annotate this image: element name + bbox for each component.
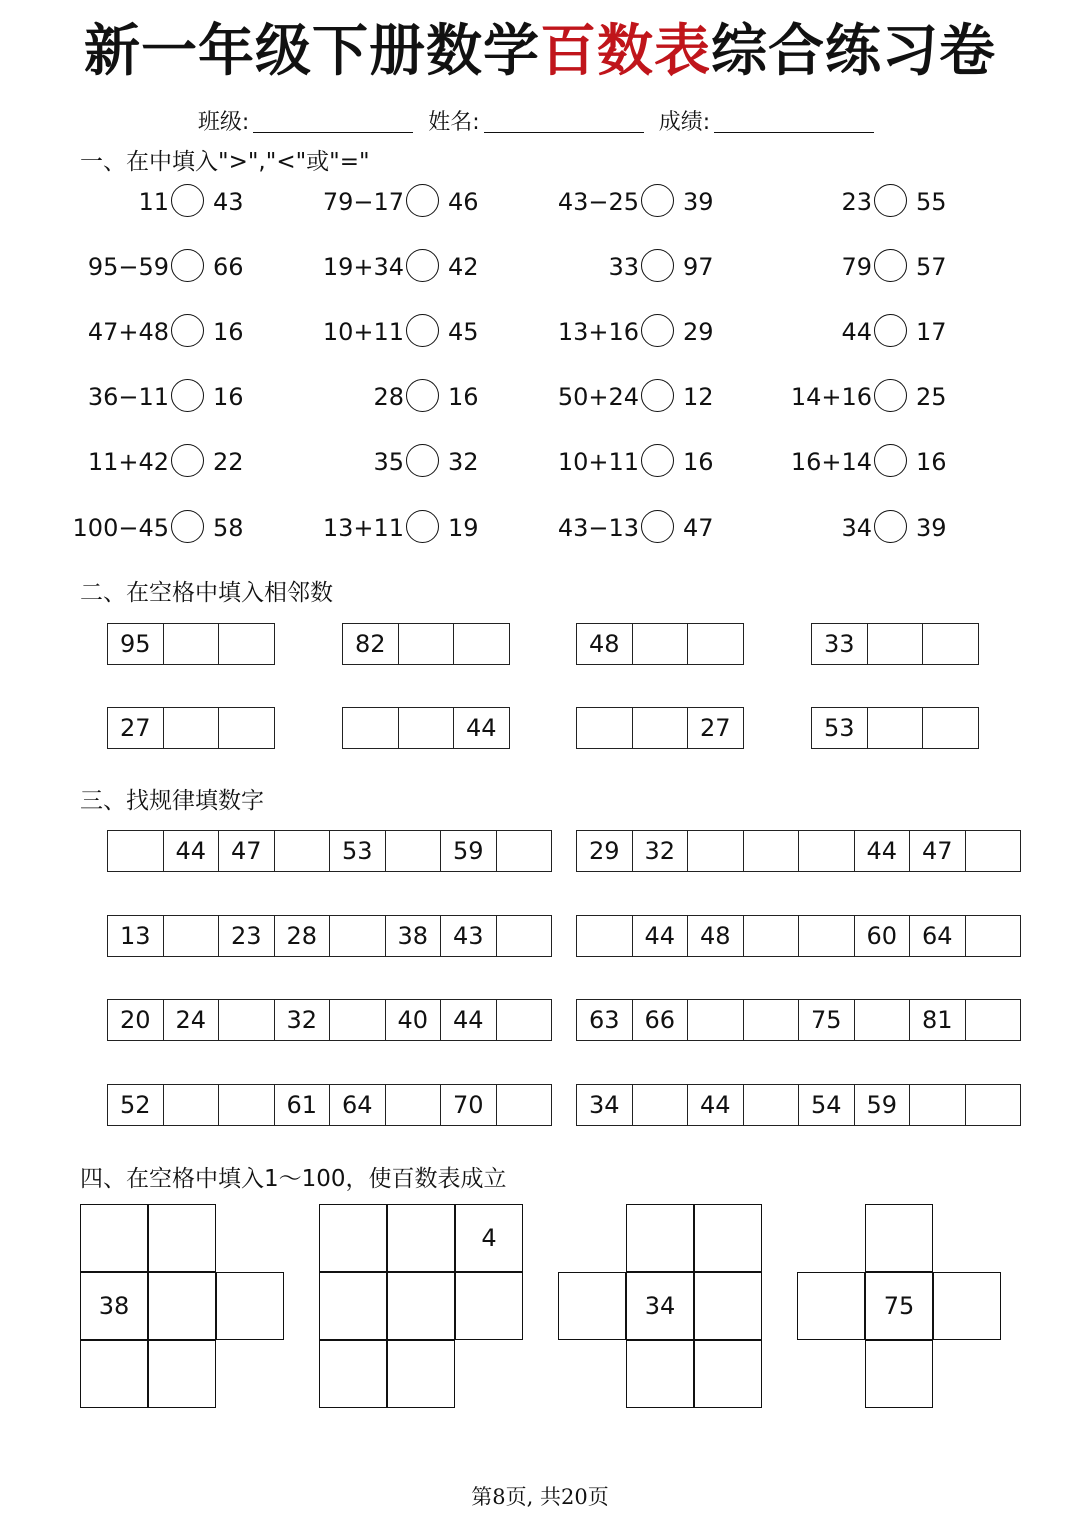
pattern-box[interactable] — [577, 916, 633, 957]
answer-circle[interactable] — [171, 444, 204, 477]
compare-right-value: 47 — [683, 514, 714, 542]
compare-right-value: 22 — [213, 448, 244, 476]
pattern-box[interactable] — [744, 1000, 800, 1041]
chart-cell[interactable] — [455, 1272, 523, 1340]
pattern-box[interactable]: 52 — [108, 1085, 164, 1126]
compare-right-value: 58 — [213, 514, 244, 542]
pattern-box[interactable] — [966, 1000, 1022, 1041]
answer-circle[interactable] — [874, 379, 907, 412]
title-text-end: 综合练习卷 — [711, 19, 996, 84]
chart-cell[interactable] — [80, 1340, 148, 1408]
compare-left-expression: 35 — [373, 448, 404, 476]
pattern-box[interactable] — [219, 1000, 275, 1041]
compare-left-expression: 43−13 — [557, 514, 639, 542]
compare-right-value: 55 — [916, 188, 947, 216]
pattern-box[interactable] — [799, 916, 855, 957]
number-box[interactable] — [164, 708, 220, 749]
number-box[interactable] — [688, 624, 744, 665]
pattern-box[interactable]: 59 — [441, 831, 497, 872]
chart-cell[interactable] — [387, 1272, 455, 1340]
answer-circle[interactable] — [874, 314, 907, 347]
compare-left-expression: 50+24 — [557, 383, 639, 411]
answer-circle[interactable] — [406, 379, 439, 412]
pattern-box[interactable]: 47 — [910, 831, 966, 872]
chart-cell[interactable] — [319, 1272, 387, 1340]
compare-right-value: 32 — [448, 448, 479, 476]
answer-circle[interactable] — [406, 314, 439, 347]
title-text: 新一年级下册数学 — [84, 19, 540, 84]
pattern-box[interactable]: 20 — [108, 1000, 164, 1041]
pattern-box[interactable]: 54 — [799, 1085, 855, 1126]
number-box[interactable] — [164, 624, 220, 665]
answer-circle[interactable] — [874, 249, 907, 282]
number-box[interactable] — [868, 708, 924, 749]
pattern-box[interactable] — [855, 1000, 911, 1041]
compare-right-value: 66 — [213, 253, 244, 281]
compare-right-value: 29 — [683, 318, 714, 346]
pattern-box[interactable]: 29 — [577, 831, 633, 872]
answer-circle[interactable] — [406, 249, 439, 282]
section1-heading: 一、在中填入">","<"或"=" — [80, 149, 370, 175]
chart-cell[interactable]: 4 — [455, 1204, 523, 1272]
pattern-box[interactable]: 32 — [275, 1000, 331, 1041]
pattern-box[interactable]: 44 — [164, 831, 220, 872]
compare-right-value: 16 — [213, 318, 244, 346]
page-footer: 第8页, 共20页 — [471, 1485, 609, 1509]
chart-cell[interactable] — [319, 1340, 387, 1408]
number-box[interactable]: 44 — [454, 708, 510, 749]
pattern-box[interactable] — [497, 831, 553, 872]
compare-right-value: 46 — [448, 188, 479, 216]
section3-heading: 三、找规律填数字 — [80, 788, 264, 814]
pattern-box[interactable] — [497, 916, 553, 957]
number-box[interactable] — [633, 624, 689, 665]
class-blank[interactable] — [253, 108, 413, 133]
pattern-box[interactable] — [910, 1085, 966, 1126]
number-box[interactable]: 27 — [688, 708, 744, 749]
chart-cell[interactable] — [865, 1340, 933, 1408]
compare-right-value: 16 — [213, 383, 244, 411]
worksheet-title — [0, 14, 1080, 90]
compare-right-value: 42 — [448, 253, 479, 281]
pattern-box[interactable] — [966, 1085, 1022, 1126]
pattern-box[interactable] — [966, 831, 1022, 872]
number-box[interactable]: 48 — [577, 624, 633, 665]
pattern-box[interactable] — [497, 1085, 553, 1126]
pattern-box[interactable]: 64 — [330, 1085, 386, 1126]
answer-circle[interactable] — [641, 249, 674, 282]
neighbor-box-group — [107, 707, 275, 749]
pattern-row — [576, 915, 1021, 957]
compare-right-value: 45 — [448, 318, 479, 346]
answer-circle[interactable] — [641, 184, 674, 217]
pattern-box[interactable] — [497, 1000, 553, 1041]
compare-right-value: 57 — [916, 253, 947, 281]
compare-right-value: 16 — [683, 448, 714, 476]
pattern-row — [576, 1084, 1021, 1126]
pattern-box[interactable]: 40 — [386, 1000, 442, 1041]
pattern-box[interactable] — [688, 1000, 744, 1041]
pattern-box[interactable] — [386, 1085, 442, 1126]
compare-left-expression: 14+16 — [790, 383, 872, 411]
answer-circle[interactable] — [406, 184, 439, 217]
compare-right-value: 97 — [683, 253, 714, 281]
neighbor-box-group — [576, 623, 744, 665]
chart-cell[interactable] — [626, 1204, 694, 1272]
compare-left-expression: 79−17 — [322, 188, 404, 216]
compare-left-expression: 10+11 — [557, 448, 639, 476]
answer-circle[interactable] — [641, 314, 674, 347]
pattern-box[interactable]: 59 — [855, 1085, 911, 1126]
compare-right-value: 17 — [916, 318, 947, 346]
chart-cell[interactable] — [148, 1272, 216, 1340]
pattern-box[interactable]: 81 — [910, 1000, 966, 1041]
chart-cell[interactable] — [797, 1272, 865, 1340]
number-box[interactable] — [923, 708, 979, 749]
pattern-box[interactable]: 38 — [386, 916, 442, 957]
pattern-box[interactable]: 13 — [108, 916, 164, 957]
answer-circle[interactable] — [641, 444, 674, 477]
answer-circle[interactable] — [641, 510, 674, 543]
chart-cell[interactable] — [558, 1272, 626, 1340]
student-info-line — [0, 106, 1080, 140]
number-box[interactable]: 53 — [812, 708, 868, 749]
pattern-box[interactable]: 47 — [219, 831, 275, 872]
answer-circle[interactable] — [171, 314, 204, 347]
neighbor-box-group — [811, 707, 979, 749]
chart-cell[interactable] — [80, 1204, 148, 1272]
number-box[interactable] — [399, 708, 455, 749]
pattern-box[interactable]: 61 — [275, 1085, 331, 1126]
neighbor-box-group — [342, 623, 510, 665]
number-box[interactable] — [577, 708, 633, 749]
compare-left-expression: 13+11 — [322, 514, 404, 542]
pattern-box[interactable] — [219, 1085, 275, 1126]
number-box[interactable] — [399, 624, 455, 665]
pattern-box[interactable]: 66 — [633, 1000, 689, 1041]
pattern-box[interactable]: 48 — [688, 916, 744, 957]
number-box[interactable] — [219, 708, 275, 749]
pattern-box[interactable] — [744, 916, 800, 957]
compare-left-expression: 13+16 — [557, 318, 639, 346]
answer-circle[interactable] — [171, 184, 204, 217]
compare-left-expression: 95−59 — [87, 253, 169, 281]
score-blank[interactable] — [714, 108, 874, 133]
section2-heading: 二、在空格中填入相邻数 — [80, 580, 333, 606]
answer-circle[interactable] — [171, 379, 204, 412]
chart-cell[interactable] — [387, 1340, 455, 1408]
pattern-box[interactable] — [386, 831, 442, 872]
pattern-box[interactable]: 32 — [633, 831, 689, 872]
number-box[interactable] — [923, 624, 979, 665]
compare-right-value: 39 — [683, 188, 714, 216]
compare-left-expression: 34 — [841, 514, 872, 542]
pattern-box[interactable] — [164, 1085, 220, 1126]
pattern-box[interactable] — [330, 1000, 386, 1041]
pattern-box[interactable] — [744, 1085, 800, 1126]
compare-left-expression: 28 — [373, 383, 404, 411]
number-box[interactable] — [343, 708, 399, 749]
compare-right-value: 16 — [448, 383, 479, 411]
pattern-box[interactable] — [330, 916, 386, 957]
compare-left-expression: 23 — [841, 188, 872, 216]
compare-right-value: 25 — [916, 383, 947, 411]
compare-right-value: 16 — [916, 448, 947, 476]
compare-right-value: 12 — [683, 383, 714, 411]
compare-right-value: 43 — [213, 188, 244, 216]
title-highlight: 百数表 — [540, 19, 711, 84]
neighbor-box-group — [342, 707, 510, 749]
chart-cell[interactable]: 38 — [80, 1272, 148, 1340]
answer-circle[interactable] — [641, 379, 674, 412]
compare-right-value: 19 — [448, 514, 479, 542]
answer-circle[interactable] — [406, 444, 439, 477]
pattern-box[interactable] — [164, 916, 220, 957]
pattern-box[interactable]: 44 — [855, 831, 911, 872]
chart-cell[interactable]: 34 — [626, 1272, 694, 1340]
pattern-box[interactable] — [744, 831, 800, 872]
pattern-row — [107, 830, 552, 872]
pattern-box[interactable]: 64 — [910, 916, 966, 957]
pattern-row — [576, 999, 1021, 1041]
chart-cell[interactable] — [387, 1204, 455, 1272]
pattern-box[interactable]: 44 — [441, 1000, 497, 1041]
pattern-box[interactable] — [688, 831, 744, 872]
chart-cell[interactable] — [865, 1204, 933, 1272]
pattern-box[interactable]: 75 — [799, 1000, 855, 1041]
compare-left-expression: 16+14 — [790, 448, 872, 476]
pattern-row — [576, 830, 1021, 872]
pattern-box[interactable] — [108, 831, 164, 872]
pattern-box[interactable] — [633, 1085, 689, 1126]
compare-left-expression: 47+48 — [87, 318, 169, 346]
compare-left-expression: 79 — [841, 253, 872, 281]
pattern-box[interactable] — [799, 831, 855, 872]
pattern-box[interactable] — [275, 831, 331, 872]
pattern-row — [107, 1084, 552, 1126]
chart-cell[interactable] — [694, 1272, 762, 1340]
chart-cell[interactable] — [626, 1340, 694, 1408]
compare-right-value: 39 — [916, 514, 947, 542]
answer-circle[interactable] — [171, 249, 204, 282]
number-box[interactable]: 27 — [108, 708, 164, 749]
compare-left-expression: 11 — [138, 188, 169, 216]
number-box[interactable] — [454, 624, 510, 665]
chart-cell[interactable] — [319, 1204, 387, 1272]
pattern-box[interactable]: 63 — [577, 1000, 633, 1041]
answer-circle[interactable] — [406, 510, 439, 543]
chart-cell[interactable] — [694, 1340, 762, 1408]
score-label: 成绩: — [658, 110, 711, 135]
compare-left-expression: 19+34 — [322, 253, 404, 281]
number-box[interactable] — [219, 624, 275, 665]
compare-left-expression: 10+11 — [322, 318, 404, 346]
pattern-box[interactable]: 44 — [688, 1085, 744, 1126]
compare-left-expression: 36−11 — [87, 383, 169, 411]
chart-cell[interactable] — [148, 1340, 216, 1408]
pattern-box[interactable]: 23 — [219, 916, 275, 957]
compare-left-expression: 11+42 — [87, 448, 169, 476]
pattern-box[interactable]: 53 — [330, 831, 386, 872]
pattern-box[interactable] — [966, 916, 1022, 957]
chart-cell[interactable]: 75 — [865, 1272, 933, 1340]
neighbor-box-group — [811, 623, 979, 665]
pattern-box[interactable]: 24 — [164, 1000, 220, 1041]
number-box[interactable] — [868, 624, 924, 665]
answer-circle[interactable] — [874, 510, 907, 543]
neighbor-box-group — [576, 707, 744, 749]
pattern-box[interactable]: 43 — [441, 916, 497, 957]
pattern-box[interactable]: 44 — [633, 916, 689, 957]
number-box[interactable] — [633, 708, 689, 749]
number-box[interactable]: 33 — [812, 624, 868, 665]
pattern-box[interactable]: 28 — [275, 916, 331, 957]
class-label: 班级: — [197, 110, 250, 135]
pattern-box[interactable]: 60 — [855, 916, 911, 957]
neighbor-box-group — [107, 623, 275, 665]
number-box[interactable]: 82 — [343, 624, 399, 665]
answer-circle[interactable] — [874, 184, 907, 217]
compare-left-expression: 44 — [841, 318, 872, 346]
pattern-row — [107, 999, 552, 1041]
name-blank[interactable] — [484, 108, 644, 133]
compare-left-expression: 43−25 — [557, 188, 639, 216]
name-label: 姓名: — [428, 110, 480, 135]
compare-left-expression: 33 — [608, 253, 639, 281]
chart-cell[interactable] — [148, 1204, 216, 1272]
pattern-row — [107, 915, 552, 957]
pattern-box[interactable]: 70 — [441, 1085, 497, 1126]
compare-left-expression: 100−45 — [72, 514, 169, 542]
answer-circle[interactable] — [171, 510, 204, 543]
number-box[interactable]: 95 — [108, 624, 164, 665]
answer-circle[interactable] — [874, 444, 907, 477]
pattern-box[interactable]: 34 — [577, 1085, 633, 1126]
chart-cell[interactable] — [216, 1272, 284, 1340]
chart-cell[interactable] — [933, 1272, 1001, 1340]
section4-heading: 四、在空格中填入1～100，使百数表成立 — [80, 1166, 507, 1192]
chart-cell[interactable] — [694, 1204, 762, 1272]
